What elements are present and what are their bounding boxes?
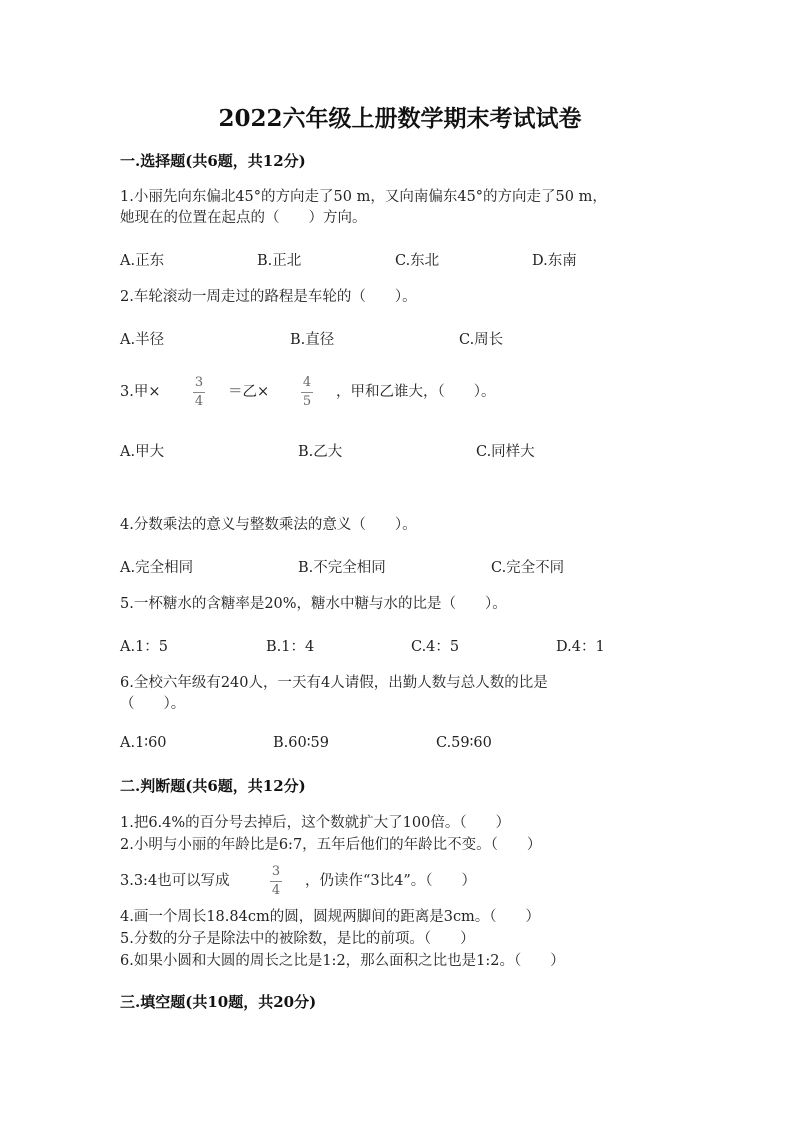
s1-q1-option-d: D.东南	[532, 253, 577, 269]
s1-q6-option-a: A.1∶60	[120, 735, 167, 751]
s1-q3-option-a: A.甲大	[120, 444, 165, 460]
section-2-heading: 二.判断题(共6题，共12分)	[120, 777, 306, 795]
s2-q6-text: 6.如果小圆和大圆的周长之比是1:2，那么面积之比也是1:2。（ ）	[120, 953, 565, 969]
s1-q5-option-d: D.4：1	[556, 639, 605, 655]
fraction-bar	[193, 392, 205, 393]
s2-q1-text: 1.把6.4%的百分号去掉后，这个数就扩大了100倍。（ ）	[120, 815, 511, 831]
s2-q3-part1: 3.3:4也可以写成	[120, 873, 230, 889]
s2-q5-text: 5.分数的分子是除法中的被除数，是比的前项。（ ）	[120, 931, 475, 947]
fraction-numerator: 4	[302, 375, 312, 390]
s1-q5-text: 5.一杯糖水的含糖率是20%，糖水中糖与水的比是（ ）。	[120, 596, 507, 612]
s1-q3-part1: 3.甲×	[120, 384, 161, 400]
fraction-bar	[270, 881, 282, 882]
s1-q6-option-b: B.60∶59	[273, 735, 329, 751]
s1-q3-fraction-1	[193, 375, 205, 410]
s1-q1-line2: 她现在的位置在起点的（ ）方向。	[120, 210, 367, 226]
s1-q6-line2: （ ）。	[120, 696, 186, 712]
s1-q3-fraction-2	[301, 375, 313, 410]
s1-q2-text: 2.车轮滚动一周走过的路程是车轮的（ ）。	[120, 289, 417, 305]
s1-q3-part3: ，甲和乙谁大，（ ）。	[336, 384, 496, 400]
s1-q3-part2: ＝乙×	[228, 384, 270, 400]
s2-q2-text: 2.小明与小丽的年龄比是6:7，五年后他们的年龄比不变。（ ）	[120, 837, 542, 853]
s2-q4-text: 4.画一个周长18.84cm的圆，圆规两脚间的距离是3cm。（ ）	[120, 909, 541, 925]
s1-q1-option-b: B.正北	[257, 253, 302, 269]
s1-q1-option-c: C.东北	[395, 253, 440, 269]
s1-q5-option-c: C.4：5	[411, 639, 460, 655]
s1-q4-option-a: A.完全相同	[120, 560, 194, 576]
s1-q4-option-b: B.不完全相同	[298, 560, 386, 576]
section-1-heading: 一.选择题(共6题，共12分)	[120, 152, 306, 170]
fraction-denominator: 5	[302, 394, 312, 409]
s2-q3-part2: ，仍读作“3比4”。（ ）	[305, 873, 477, 889]
s1-q4-text: 4.分数乘法的意义与整数乘法的意义（ ）。	[120, 517, 417, 533]
fraction-denominator: 4	[271, 883, 281, 898]
s1-q2-option-c: C.周长	[459, 332, 504, 348]
s1-q1-option-a: A.正东	[120, 253, 165, 269]
s1-q5-option-b: B.1：4	[266, 639, 315, 655]
s1-q6-option-c: C.59∶60	[436, 735, 492, 751]
s1-q2-option-b: B.直径	[290, 332, 335, 348]
s1-q5-option-a: A.1：5	[120, 639, 169, 655]
page-title: 2022六年级上册数学期末考试试卷	[218, 105, 582, 132]
s1-q2-option-a: A.半径	[120, 332, 165, 348]
s1-q4-option-c: C.完全不同	[491, 560, 565, 576]
fraction-numerator: 3	[271, 864, 281, 879]
s1-q1-line1: 1.小丽先向东偏北45°的方向走了50 m，又向南偏东45°的方向走了50 m，	[120, 189, 607, 205]
s1-q3-option-c: C.同样大	[476, 444, 535, 460]
s2-q3-fraction	[270, 864, 282, 899]
s1-q6-line1: 6.全校六年级有240人，一天有4人请假，出勤人数与总人数的比是	[120, 675, 548, 691]
fraction-bar	[301, 392, 313, 393]
s1-q3-option-b: B.乙大	[298, 444, 343, 460]
fraction-denominator: 4	[194, 394, 204, 409]
fraction-numerator: 3	[194, 375, 204, 390]
section-3-heading: 三.填空题(共10题，共20分)	[120, 993, 317, 1011]
